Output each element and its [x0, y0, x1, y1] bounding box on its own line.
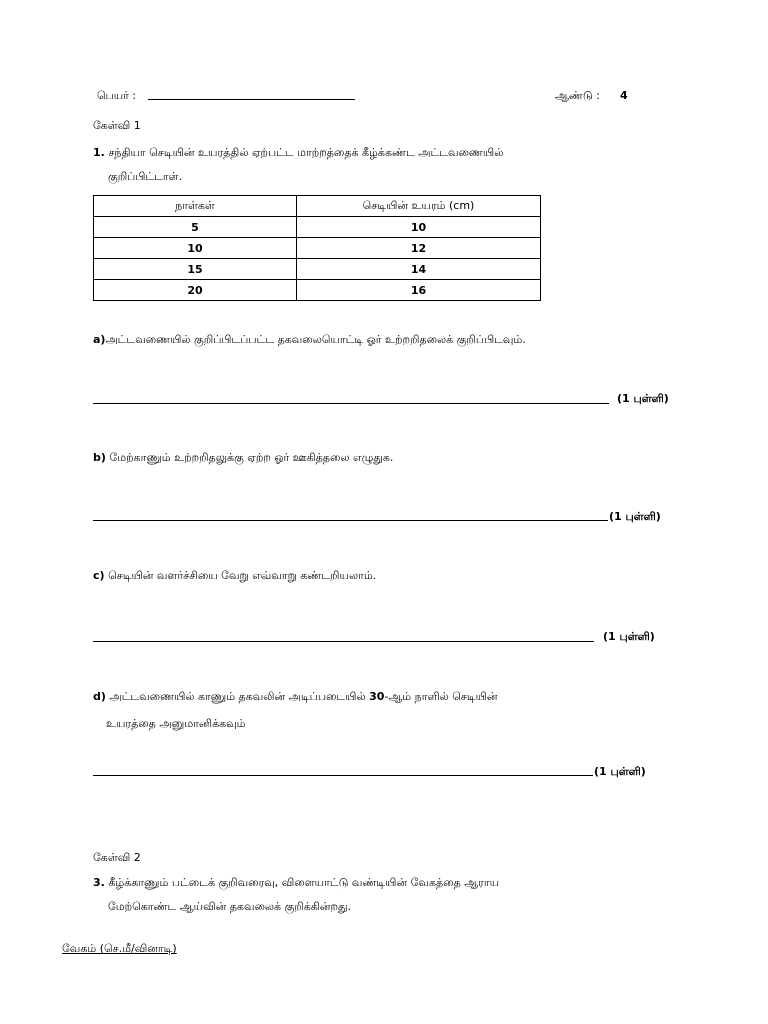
question-1-number: 1.	[93, 146, 105, 159]
question-2-prompt	[93, 876, 499, 891]
table-row	[94, 217, 541, 238]
part-b-question	[93, 451, 393, 466]
part-a-label: a)	[93, 333, 106, 346]
question-1-prompt-line2: குறிப்பிட்டாள்.	[108, 170, 183, 183]
question-1-prompt	[93, 146, 503, 161]
part-d-text-pre: அட்டவணையில் காணும் தகவலின் அடிப்படையில்	[109, 690, 366, 703]
part-c-marks: (1 புள்ளி)	[603, 630, 655, 643]
part-b-marks: (1 புள்ளி)	[609, 510, 661, 523]
table-row	[94, 238, 541, 259]
table-cell-height: 16	[297, 280, 541, 301]
part-c-label: c)	[93, 569, 105, 582]
table-header-days: நாள்கள்	[94, 196, 297, 217]
part-a-text: அட்டவணையில் குறிப்பிடப்பட்ட தகவலையொட்டி ஓர் உற்றறிதலைக் குறிப்பிடவும்.	[105, 333, 526, 346]
table-cell-days: 15	[94, 259, 297, 280]
chart-axis-label: வேகம் (செ.மீ/வினாடி)	[62, 942, 177, 955]
year-value: 4	[620, 89, 628, 102]
part-c-text: செடியின் வளர்ச்சியை வேறு எவ்வாறு கண்டறியலாம்.	[108, 569, 377, 582]
part-c-answer-line[interactable]	[93, 641, 594, 642]
name-answer-line[interactable]	[148, 99, 355, 100]
table-cell-height: 12	[297, 238, 541, 259]
question-2-title: கேள்வி 2	[93, 851, 141, 864]
question-2-prompt-line2: மேற்கொண்ட ஆய்வின் தகவலைக் குறிக்கின்றது.	[108, 900, 351, 913]
part-d-question	[93, 690, 498, 705]
year-label: ஆண்டு :	[555, 89, 600, 102]
table-cell-days: 10	[94, 238, 297, 259]
table-cell-days: 5	[94, 217, 297, 238]
plant-height-table	[93, 195, 541, 301]
part-a-answer-line[interactable]	[93, 403, 609, 404]
part-c-question	[93, 569, 376, 584]
table-header-row	[94, 196, 541, 217]
part-b-text: மேற்காணும் உற்றறிதலுக்கு ஏற்ற ஓர் ஊகித்தலை எழுதுக.	[109, 451, 394, 464]
part-d-label: d)	[93, 690, 106, 703]
question-2-prompt-line1: கீழ்க்காணும் பட்டைக் குறிவரைவு, விளையாட்டு வண்டியின் வேகத்தை ஆராய	[108, 876, 499, 889]
question-1-prompt-line1: சந்தியா செடியின் உயரத்தில் ஏற்பட்ட மாற்றத்தைக் கீழ்க்கண்ட அட்டவணையில்	[108, 146, 504, 159]
part-d-marks: (1 புள்ளி)	[594, 765, 646, 778]
table-cell-height: 10	[297, 217, 541, 238]
part-d-text-post: -ஆம் நாளில் செடியின்	[384, 690, 498, 703]
question-1-title: கேள்வி 1	[93, 119, 141, 132]
part-d-day-number: 30	[369, 690, 385, 703]
question-2-number: 3.	[93, 876, 105, 889]
part-d-answer-line[interactable]	[93, 775, 593, 776]
part-b-answer-line[interactable]	[93, 520, 608, 521]
part-a-marks: (1 புள்ளி)	[617, 392, 669, 405]
part-a-question	[93, 333, 526, 348]
table-row	[94, 280, 541, 301]
part-b-label: b)	[93, 451, 106, 464]
name-label: பெயர் :	[97, 89, 137, 102]
table-cell-height: 14	[297, 259, 541, 280]
part-d-text-line2: உயரத்தை அனுமானிக்கவும்	[106, 717, 246, 730]
table-header-height: செடியின் உயரம் (cm)	[297, 196, 541, 217]
table-row	[94, 259, 541, 280]
table-cell-days: 20	[94, 280, 297, 301]
